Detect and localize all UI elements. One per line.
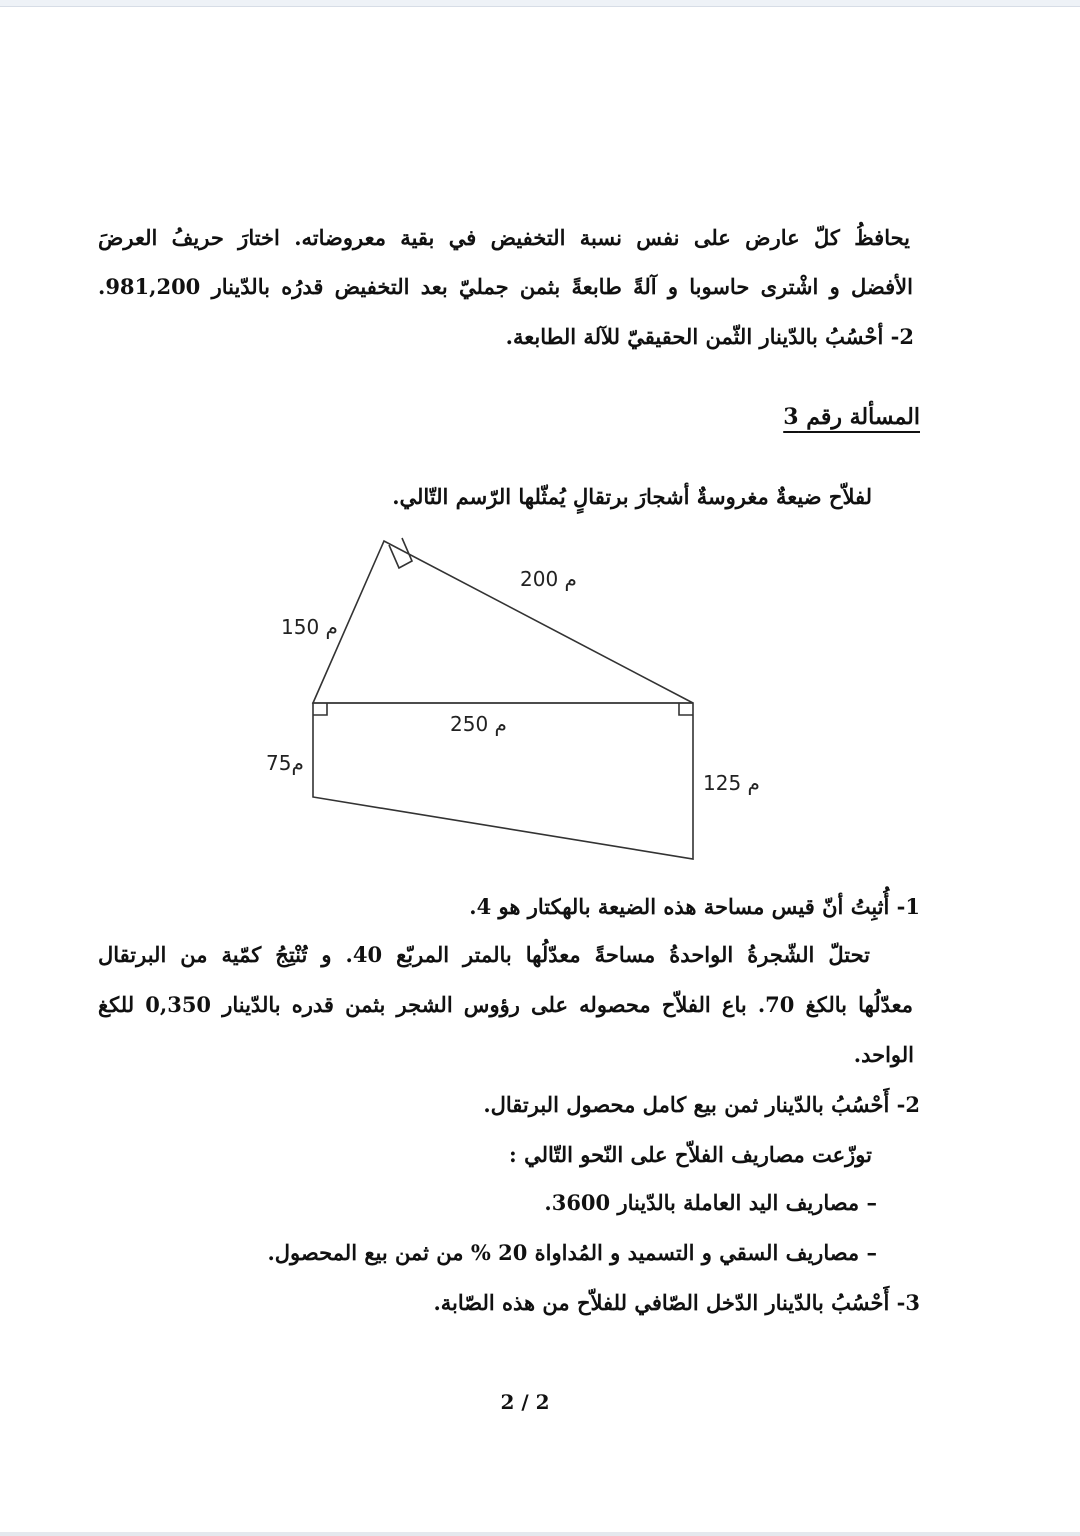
expense-item-labor: – مصاريف اليد العاملة بالدّينار 3600. (544, 1190, 877, 1215)
expense-item-irrigation: – مصاريف السقي و التسميد و المُداواة 20 % من ثمن بيع المحصول. (267, 1240, 877, 1265)
label-150: 150 م (281, 615, 338, 639)
label-250: 250 م (450, 712, 507, 736)
label-75: 75م (266, 751, 304, 775)
right-angle-mark-right (679, 703, 693, 715)
problem2-question-2: 2- أحْسُبُ بالدّينار الثّمن الحقيقيّ للآلة الطابعة. (505, 324, 914, 349)
expenses-intro: توزّعت مصاريف الفلاّح على النّحو التّالي : (509, 1142, 872, 1167)
page-number: 2 / 2 (500, 1390, 550, 1414)
problem3-paragraph-line3: الواحد. (853, 1042, 914, 1067)
label-200: 200 م (520, 567, 577, 591)
problem3-paragraph-line1: تحتلّ الشّجرةُ الواحدةُ مساحةً معدّلُها بالمتر المربّع 40. و تُنْتِجُ كمّية من البرتقال (98, 942, 870, 967)
triangle-top (313, 541, 693, 703)
farm-shape (313, 538, 693, 859)
problem3-paragraph-line2: معدّلُها بالكغ 70. باع الفلاّح محصوله على رؤوس الشجر بثمن قدره بالدّينار 0,350 للكغ (98, 992, 914, 1017)
right-angle-mark-top (389, 538, 412, 568)
problem2-text-line2: الأفضل و اشْترى حاسوبا و آلةً طابعةً بثمن جمليّ بعد التخفيض قدرُه بالدّينار 981,200. (98, 274, 913, 299)
problem3-heading: المسألة رقم 3 (783, 404, 920, 430)
problem3-intro: لفلاّح ضيعةٌ مغروسةٌ أشجارَ برتقالٍ يُمثّلها الرّسم التّالي. (392, 484, 872, 509)
label-125: 125 م (703, 771, 760, 795)
problem2-text-line1: يحافظُ كلّ عارض على نفس نسبة التخفيض في بقية معروضاته. اختارَ حريفُ العرضَ (98, 225, 910, 250)
right-angle-mark-left (313, 703, 327, 715)
problem3-question-1: 1- أُثبِتُ أنّ قيس مساحة هذه الضيعة بالهكتار هو 4. (469, 894, 920, 919)
viewer-bottom-bar (0, 1532, 1080, 1536)
problem3-question-3: 3- أَحْسُبُ بالدّينار الدّخل الصّافي للفلاّح من هذه الصّابة. (433, 1290, 920, 1315)
problem3-question-2: 2- أَحْسُبُ بالدّينار ثمن بيع كامل محصول البرتقال. (483, 1092, 920, 1117)
